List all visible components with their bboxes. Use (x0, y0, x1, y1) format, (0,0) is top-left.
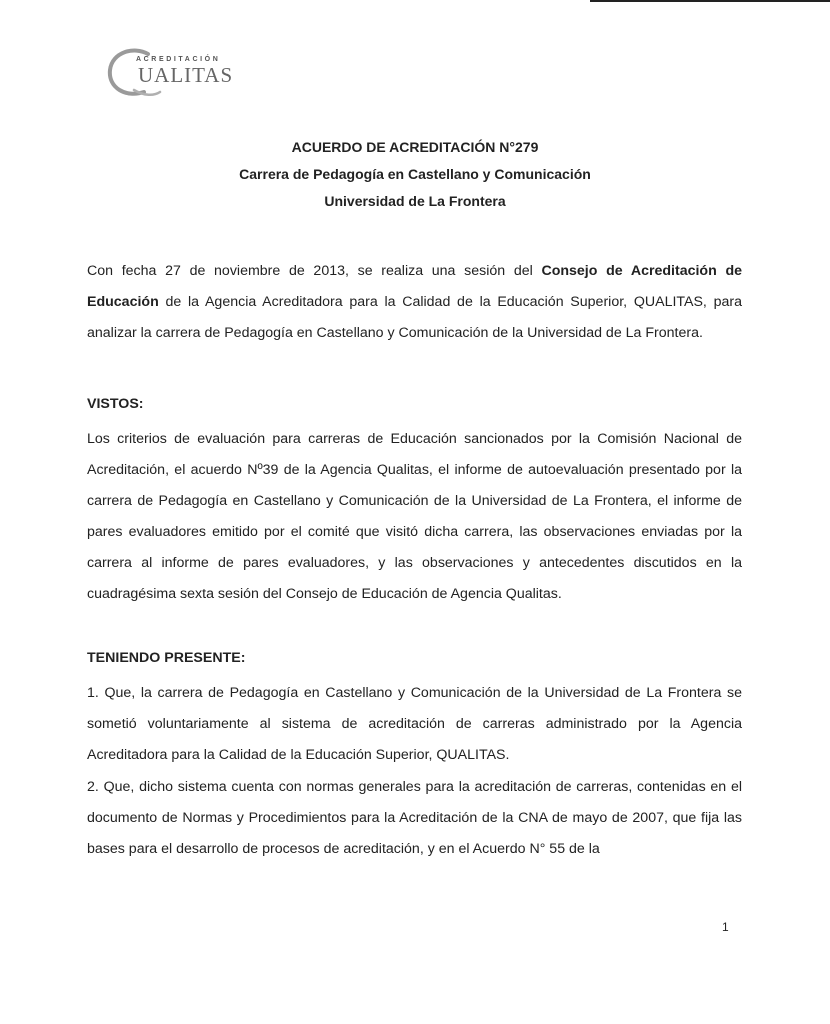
title-line-2: Carrera de Pedagogía en Castellano y Comunicación (239, 166, 591, 182)
intro-paragraph (87, 256, 742, 349)
qualitas-logo (104, 44, 264, 104)
intro-text-2: de la Agencia Acreditadora para la Calidad de la Educación Superior, QUALITAS, para analizar la carrera de Pedagogía en Castellano y Comunicación de la Universidad de La Frontera. (87, 294, 742, 341)
title-line-3: Universidad de La Frontera (324, 193, 506, 209)
page-number: 1 (722, 920, 729, 934)
title-line-1: ACUERDO DE ACREDITACIÓN N°279 (291, 139, 539, 155)
teniendo-item-1: 1. Que, la carrera de Pedagogía en Castellano y Comunicación de la Universidad de La Frontera se sometió voluntariamente al sistema de acreditación de carreras administrado por la Agencia Acreditadora para la Calidad de la Educación Superior, QUALITAS. (87, 685, 742, 763)
logo-small-text: ACREDITACIÓN (136, 56, 221, 63)
logo-main-text: UALITAS (138, 63, 234, 87)
teniendo-item-2: 2. Que, dicho sistema cuenta con normas generales para la acreditación de carreras, contenidas en el documento de Normas y Procedimientos para la Acreditación de la CNA de mayo de 2007, que fija las bases para el desarrollo de procesos de acreditación, y en el Acuerdo N° 55 de la (87, 779, 742, 857)
document-title (0, 134, 830, 215)
intro-bold-text: Consejo de Acreditación de Educación (87, 263, 742, 310)
top-border-line (590, 0, 830, 2)
vistos-paragraph: Los criterios de evaluación para carreras de Educación sancionados por la Comisión Nacional de Acreditación, el acuerdo Nº39 de la Agencia Qualitas, el informe de autoevaluación presentado por la carrera de Pedagogía en Castellano y Comunicación de la Universidad de La Frontera, el informe de pares evaluadores emitido por el comité que visitó dicha carrera, las observaciones enviadas por la carrera al informe de pares evaluadores, y las observaciones y antecedentes discutidos en la cuadragésima sexta sesión del Consejo de Educación de Agencia Qualitas. (87, 431, 742, 602)
teniendo-heading: TENIENDO PRESENTE: (87, 650, 246, 666)
vistos-heading: VISTOS: (87, 396, 144, 412)
intro-text-1: Con fecha 27 de noviembre de 2013, se realiza una sesión del (87, 263, 542, 279)
